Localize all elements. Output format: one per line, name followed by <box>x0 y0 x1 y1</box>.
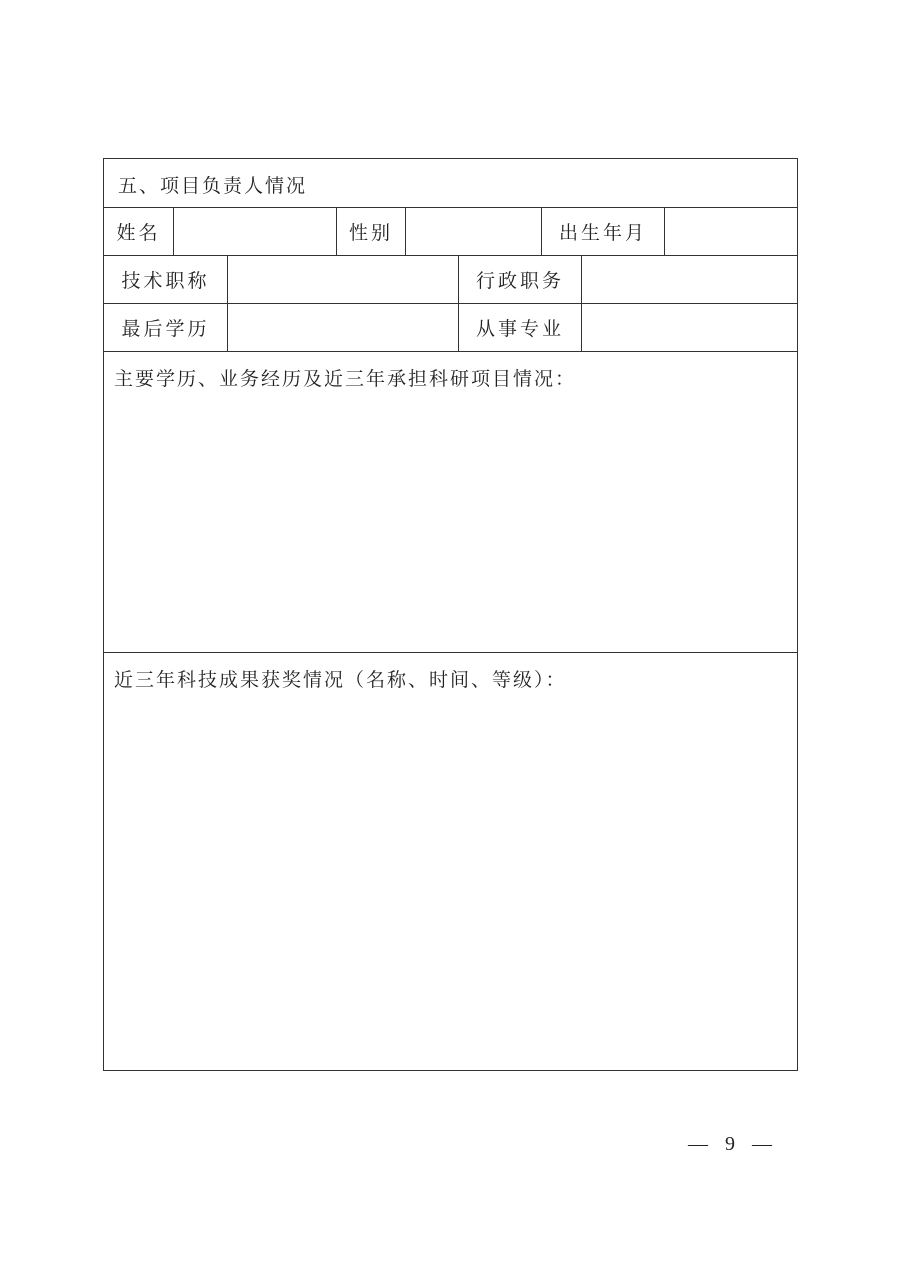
specialty-label: 从事专业 <box>459 304 582 351</box>
birth-date-label: 出生年月 <box>542 208 665 255</box>
section-title: 五、项目负责人情况 <box>118 175 308 197</box>
education-field[interactable] <box>228 304 459 351</box>
admin-position-field[interactable] <box>582 256 797 303</box>
admin-position-label: 行政职务 <box>459 256 582 303</box>
experience-block[interactable] <box>104 352 797 653</box>
name-field[interactable] <box>174 208 337 255</box>
specialty-field[interactable] <box>582 304 797 351</box>
section-title-row <box>104 159 797 208</box>
birth-date-field[interactable] <box>665 208 797 255</box>
tech-title-field[interactable] <box>228 256 459 303</box>
title-row <box>104 256 797 304</box>
basic-info-row <box>104 208 797 256</box>
gender-label: 性别 <box>337 208 406 255</box>
experience-label: 主要学历、业务经历及近三年承担科研项目情况： <box>114 368 577 390</box>
page-number: — 9 — <box>688 1133 778 1155</box>
gender-field[interactable] <box>406 208 542 255</box>
name-label: 姓名 <box>104 208 174 255</box>
project-leader-form <box>103 158 798 1071</box>
awards-label: 近三年科技成果获奖情况（名称、时间、等级）： <box>114 669 567 691</box>
tech-title-label: 技术职称 <box>104 256 228 303</box>
education-label: 最后学历 <box>104 304 228 351</box>
awards-block[interactable] <box>104 653 797 1070</box>
education-row <box>104 304 797 352</box>
